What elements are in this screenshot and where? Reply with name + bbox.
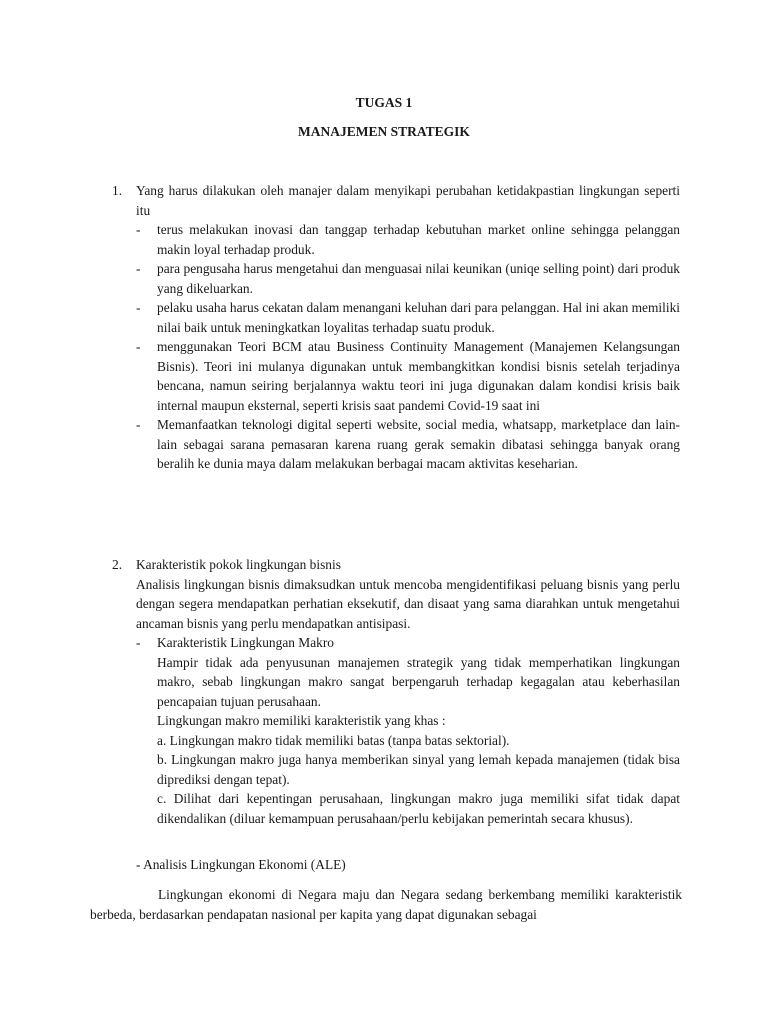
document-subtitle: MANAJEMEN STRATEGIK: [298, 124, 470, 139]
bullet-text: para pengusaha harus mengetahui dan menguasai nilai keunikan (uniqe selling point) dari produk yang dikeluarkan.: [157, 261, 680, 296]
section-1: [112, 181, 680, 474]
bullet-item: [136, 298, 680, 337]
section-2: [112, 555, 680, 828]
bullet-item: [136, 337, 680, 415]
bullet-text: pelaku usaha harus cekatan dalam menangani keluhan dari para pelanggan. Hal ini akan memiliki nilai baik untuk meningkatkan loyalitas terhadap suatu produk.: [157, 300, 680, 335]
section-2-intro: Analisis lingkungan bisnis dimaksudkan untuk mencoba mengidentifikasi peluang bisnis yang perlu dengan segera mendapatkan perhatian eksekutif, dan disaat yang sama diarahkan untuk mengetahui ancaman bisnis yang perlu mendapatkan antisipasi.: [136, 576, 680, 631]
macro-environment-block: [136, 633, 680, 828]
section-2-heading: Karakteristik pokok lingkungan bisnis: [136, 557, 341, 572]
section-1-number: 1.: [112, 183, 123, 198]
section-2-number: 2.: [112, 557, 123, 572]
section-1-heading: Yang harus dilakukan oleh manajer dalam menyikapi perubahan ketidakpastian lingkungan seperti itu: [136, 183, 680, 218]
bullet-dash: -: [136, 417, 141, 432]
macro-point-c: c. Dilihat dari kepentingan perusahaan, lingkungan makro juga memiliki sifat tidak dapat dikendalikan (diluar kemampuan perusahaan/perlu kebijakan pemerintah secara khusus).: [157, 791, 680, 826]
section-2-body: [136, 555, 680, 828]
bullet-dash: -: [136, 635, 141, 650]
macro-environment-lead: Lingkungan makro memiliki karakteristik yang khas :: [157, 713, 446, 728]
bullet-text: menggunakan Teori BCM atau Business Continuity Management (Manajemen Kelangsungan Bisnis). Teori ini mulanya digunakan untuk membangkitkan kondisi bisnis setelah terjadinya bencana, namun seiring berjalannya waktu teori ini juga digunakan dalam kondisi krisis baik internal maupun eksternal, seperti krisis saat pandemi Covid-19 saat ini: [157, 339, 680, 413]
bullet-dash: -: [136, 300, 141, 315]
section-1-bullet-list: [136, 220, 680, 474]
ale-paragraph: Lingkungan ekonomi di Negara maju dan Negara sedang berkembang memiliki karakteristik berbeda, berdasarkan pendapatan nasional per kapita yang dapat digunakan sebagai: [90, 887, 682, 922]
bullet-item: [136, 220, 680, 259]
bullet-dash: -: [136, 222, 141, 237]
document-title: TUGAS 1: [355, 95, 413, 110]
ale-heading: - Analisis Lingkungan Ekonomi (ALE): [136, 857, 346, 872]
bullet-item: [136, 415, 680, 474]
macro-point-a: a. Lingkungan makro tidak memiliki batas (tanpa batas sektorial).: [157, 732, 510, 748]
bullet-dash: -: [136, 339, 141, 354]
macro-environment-paragraph: Hampir tidak ada penyusunan manajemen strategik yang tidak memperhatikan lingkungan makro, sebab lingkungan makro sangat berpengaruh terhadap kegagalan atau keberhasilan pencapaian tujuan perusahaan.: [157, 654, 680, 709]
bullet-dash: -: [136, 261, 141, 276]
bullet-text: Memanfaatkan teknologi digital seperti website, social media, whatsapp, marketplace dan lain-lain sebagai sarana pemasaran karena ruang gerak semakin dibatasi sehingga banyak orang beralih ke dunia maya dalam melakukan berbagai macam aktivitas keseharian.: [157, 417, 680, 471]
macro-environment-text: [157, 633, 680, 828]
section-1-body: [136, 181, 680, 474]
bullet-text: terus melakukan inovasi dan tanggap terhadap kebutuhan market online sehingga pelanggan makin loyal terhadap produk.: [157, 222, 680, 257]
macro-point-b: b. Lingkungan makro juga hanya memberikan sinyal yang lemah kepada manajemen (tidak bisa diprediksi dengan tepat).: [157, 752, 680, 787]
bullet-item: [136, 259, 680, 298]
macro-environment-heading: Karakteristik Lingkungan Makro: [157, 635, 335, 650]
